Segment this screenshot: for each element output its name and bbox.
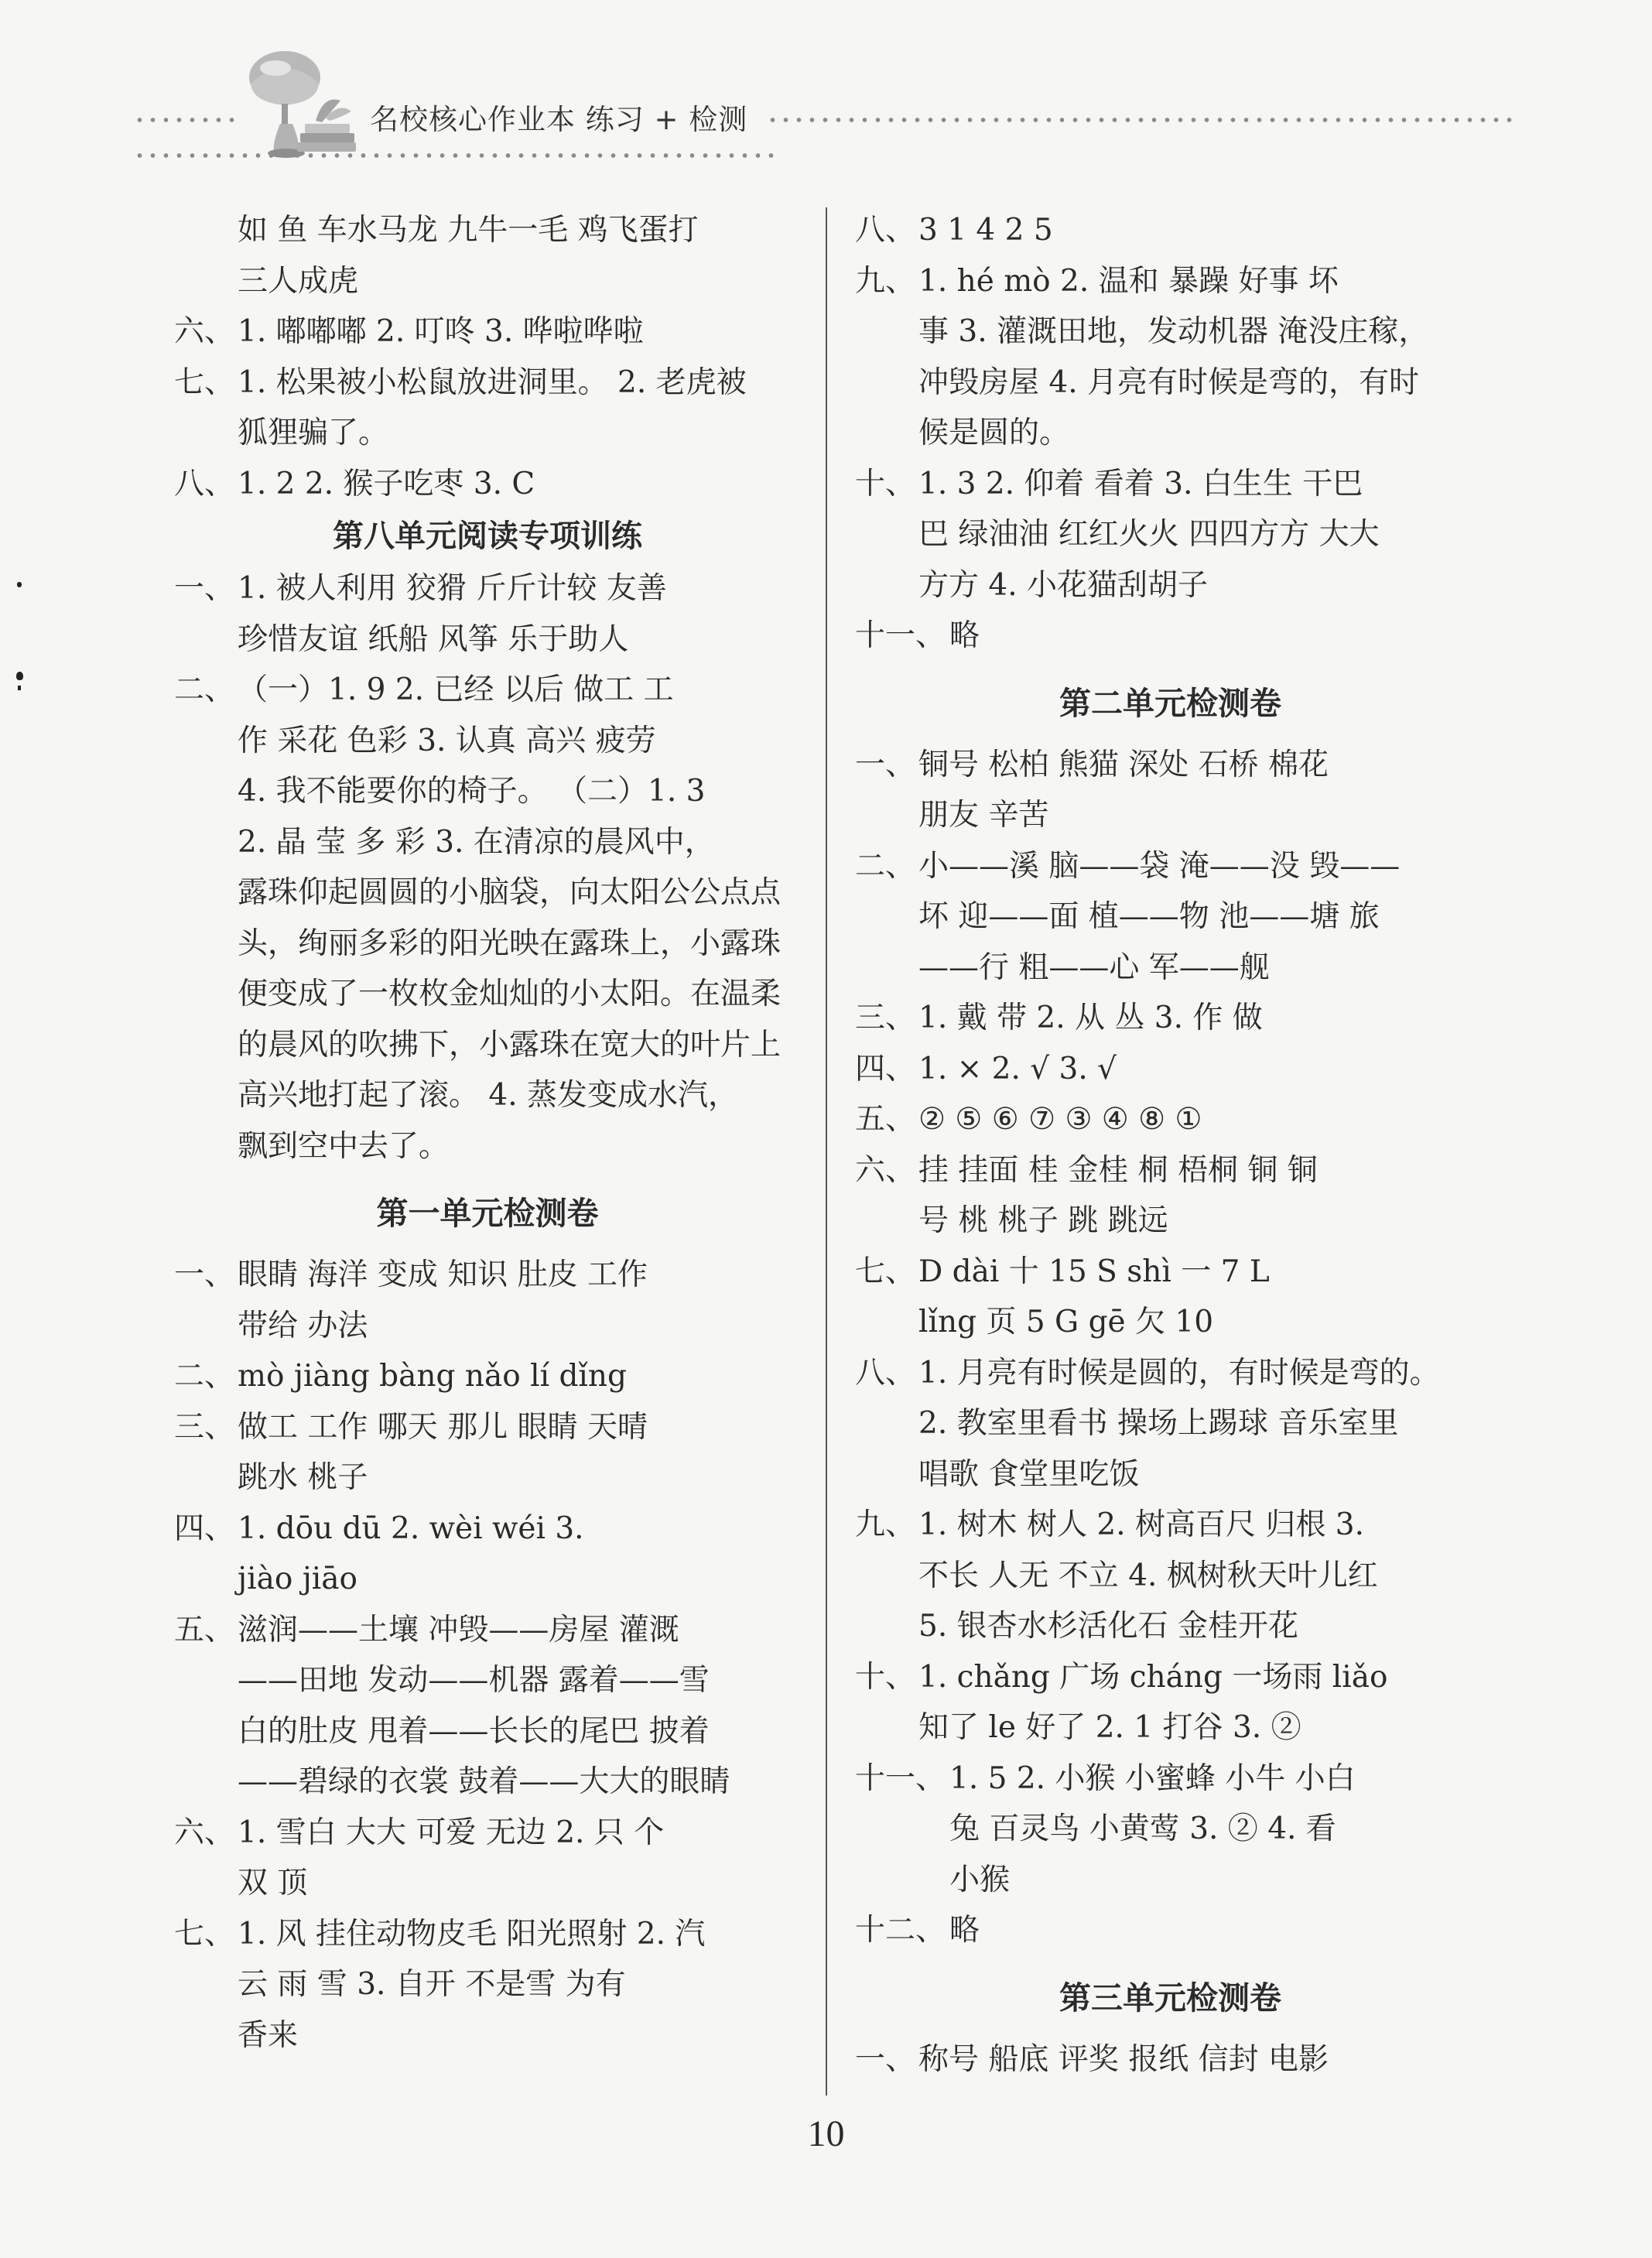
answer-item bbox=[174, 1909, 801, 2061]
answer-item bbox=[174, 358, 801, 459]
answer-line: 坏 迎——面 植——物 池——塘 旅 bbox=[918, 899, 1380, 934]
answer-item bbox=[174, 563, 801, 665]
answer-line: 眼睛 海洋 变成 知识 肚皮 工作 bbox=[238, 1257, 648, 1292]
answer-line: 白的肚皮 甩着——长长的尾巴 披着 bbox=[238, 1713, 710, 1749]
answer-line: 冲毁房屋 4. 月亮有时候是弯的，有时 bbox=[918, 364, 1420, 400]
section-heading: 第二单元检测卷 bbox=[1059, 684, 1281, 722]
item-marker: 二、 bbox=[174, 1359, 235, 1394]
answer-line: 1. 风 挂住动物皮毛 阳光照射 2. 汽 bbox=[238, 1916, 706, 1952]
answer-line: 做工 工作 哪天 那儿 眼睛 天晴 bbox=[238, 1409, 648, 1445]
answer-line: ② ⑤ ⑥ ⑦ ③ ④ ⑧ ① bbox=[918, 1102, 1202, 1137]
answer-line: 如 鱼 车水马龙 九牛一毛 鸡飞蛋打 bbox=[238, 213, 699, 248]
edge-ink-mark bbox=[16, 672, 23, 680]
section-heading: 第八单元阅读专项训练 bbox=[333, 518, 642, 554]
item-marker: 四、 bbox=[174, 1510, 235, 1546]
edge-ink-mark bbox=[17, 582, 22, 587]
answer-line: 的晨风的吹拂下，小露珠在宽大的叶片上 bbox=[238, 1027, 782, 1062]
answer-line: 高兴地打起了滚。 4. 蒸发变成水汽， bbox=[238, 1078, 739, 1113]
answer-line: ——碧绿的衣裳 鼓着——大大的眼睛 bbox=[238, 1764, 730, 1799]
answer-item bbox=[855, 841, 1486, 994]
answer-line: 略 bbox=[949, 1913, 980, 1948]
answer-item bbox=[174, 459, 801, 510]
answer-line: 云 雨 雪 3. 自开 不是雪 为有 bbox=[238, 1967, 626, 2002]
answer-item bbox=[174, 1250, 801, 1351]
item-marker: 七、 bbox=[174, 364, 235, 400]
answer-line: 1. 树木 树人 2. 树高百尺 归根 3. bbox=[918, 1507, 1365, 1542]
item-marker: 十、 bbox=[855, 1659, 916, 1695]
answer-line: 1. 松果被小松鼠放进洞里。 2. 老虎被 bbox=[238, 364, 747, 400]
answer-line: 飘到空中去了。 bbox=[238, 1128, 450, 1164]
header-title: 名校核心作业本 练习 + 检测 bbox=[370, 103, 748, 136]
item-marker: 一、 bbox=[855, 747, 916, 782]
item-marker: 十一、 bbox=[855, 618, 946, 653]
answer-line: 1. 2 2. 猴子吃枣 3. C bbox=[238, 466, 535, 501]
page-number: 10 bbox=[807, 2113, 845, 2154]
answer-line: 巴 绿油油 红红火火 四四方方 大大 bbox=[918, 517, 1380, 552]
item-marker: 四、 bbox=[855, 1051, 916, 1086]
answer-line: 珍惜友谊 纸船 风筝 乐于助人 bbox=[238, 621, 629, 657]
answer-line: ——行 粗——心 军——舰 bbox=[918, 949, 1270, 985]
answer-line: 2. 教室里看书 操场上踢球 音乐室里 bbox=[918, 1406, 1399, 1441]
answer-line: 兔 百灵鸟 小黄莺 3. ② 4. 看 bbox=[949, 1812, 1336, 1846]
answer-line: 5. 银杏水杉活化石 金桂开花 bbox=[918, 1609, 1299, 1644]
answer-line: 1. 雪白 大大 可爱 无边 2. 只 个 bbox=[238, 1815, 665, 1850]
answer-line: 小——溪 脑——袋 淹——没 毁—— bbox=[918, 848, 1401, 884]
item-marker: 八、 bbox=[855, 1355, 916, 1391]
answer-line: 狐狸骗了。 bbox=[238, 416, 389, 450]
header-dotted-rule-right bbox=[766, 116, 1513, 124]
item-marker: 三、 bbox=[855, 1001, 916, 1035]
answer-line: 1. 戴 带 2. 从 丛 3. 作 做 bbox=[918, 1001, 1263, 1035]
answer-line: 挂 挂面 桂 金桂 桐 梧桐 铜 铜 bbox=[918, 1152, 1318, 1188]
answer-item bbox=[174, 1402, 801, 1504]
item-marker: 十一、 bbox=[855, 1760, 946, 1796]
answer-line: 便变成了一枚枚金灿灿的小太阳。在温柔 bbox=[238, 977, 782, 1011]
answer-item bbox=[855, 1905, 1486, 1956]
answer-item bbox=[855, 740, 1486, 841]
answer-line: 双 顶 bbox=[238, 1866, 308, 1900]
answer-line: 称号 船底 评奖 报纸 信封 电影 bbox=[918, 2041, 1329, 2077]
item-marker: 六、 bbox=[855, 1152, 916, 1188]
answer-item bbox=[855, 1500, 1486, 1652]
answer-item bbox=[855, 1247, 1486, 1348]
item-marker: 一、 bbox=[174, 1257, 235, 1292]
edge-ink-mark bbox=[18, 686, 21, 690]
right-column bbox=[855, 205, 1486, 2085]
answer-item bbox=[174, 306, 801, 358]
answer-line: 露珠仰起圆圆的小脑袋，向太阳公公点点 bbox=[238, 875, 782, 910]
item-marker: 二、 bbox=[174, 672, 235, 707]
item-marker: 一、 bbox=[174, 571, 235, 606]
answer-line: （一）1. 9 2. 已经 以后 做工 工 bbox=[238, 672, 674, 707]
answer-line: jiào jiāo bbox=[238, 1562, 357, 1596]
item-marker: 二、 bbox=[855, 848, 916, 884]
answer-item bbox=[855, 1753, 1486, 1906]
answer-item bbox=[855, 611, 1486, 662]
answer-line: 作 采花 色彩 3. 认真 高兴 疲劳 bbox=[238, 723, 656, 758]
item-marker: 六、 bbox=[174, 314, 235, 349]
answer-line: 方方 4. 小花猫刮胡子 bbox=[918, 567, 1209, 603]
item-marker: 十、 bbox=[855, 466, 916, 501]
answer-line: 三人成虎 bbox=[238, 263, 359, 299]
answer-line: 1. hé mò 2. 温和 暴躁 好事 坏 bbox=[918, 263, 1339, 299]
answer-item bbox=[174, 665, 801, 1172]
answer-line: 1. 嘟嘟嘟 2. 叮咚 3. 哗啦哗啦 bbox=[238, 314, 644, 349]
answer-line: 4. 我不能要你的椅子。 （二）1. 3 bbox=[238, 774, 706, 809]
answer-line: 1. chǎng 广场 cháng 一场雨 liǎo bbox=[918, 1659, 1388, 1695]
answer-line: 1. dōu dū 2. wèi wéi 3. bbox=[238, 1510, 584, 1546]
answer-line: 香来 bbox=[238, 2017, 299, 2053]
answer-line: 小猴 bbox=[949, 1862, 1011, 1897]
item-marker: 五、 bbox=[855, 1102, 916, 1137]
answer-line: 1. × 2. √ 3. √ bbox=[918, 1051, 1117, 1086]
answer-line: 1. 被人利用 狡猾 斤斤计较 友善 bbox=[238, 571, 667, 606]
answer-item bbox=[855, 256, 1486, 459]
answer-item bbox=[855, 1044, 1486, 1095]
answer-item bbox=[855, 1652, 1486, 1753]
answer-item bbox=[855, 1145, 1486, 1247]
answer-line: 跳水 桃子 bbox=[238, 1460, 368, 1495]
column-divider bbox=[826, 207, 827, 2095]
item-marker: 七、 bbox=[855, 1254, 916, 1289]
answer-line: mò jiàng bàng nǎo lí dǐng bbox=[238, 1359, 627, 1394]
section-heading: 第三单元检测卷 bbox=[1059, 1979, 1281, 2017]
item-marker: 五、 bbox=[174, 1612, 235, 1647]
answer-item bbox=[855, 1348, 1486, 1500]
item-marker: 七、 bbox=[174, 1916, 235, 1952]
answer-item bbox=[855, 2034, 1486, 2085]
item-marker: 六、 bbox=[174, 1815, 235, 1850]
answer-line: 铜号 松柏 熊猫 深处 石桥 棉花 bbox=[918, 747, 1329, 782]
answer-item bbox=[855, 993, 1486, 1044]
answer-line: 事 3. 灌溉田地，发动机器 淹没庄稼， bbox=[918, 314, 1429, 349]
answer-line: lǐng 页 5 G gē 欠 10 bbox=[918, 1305, 1214, 1339]
item-marker: 一、 bbox=[855, 2041, 916, 2077]
answer-line: 2. 晶 莹 多 彩 3. 在清凉的晨风中， bbox=[238, 824, 715, 860]
answer-line: 朋友 辛苦 bbox=[918, 798, 1049, 833]
answer-item bbox=[174, 1504, 801, 1605]
item-marker: 九、 bbox=[855, 263, 916, 299]
item-marker: 三、 bbox=[174, 1409, 235, 1445]
item-marker: 八、 bbox=[174, 466, 235, 501]
answer-line: 号 桃 桃子 跳 跳远 bbox=[918, 1203, 1168, 1238]
answer-line: 滋润——土壤 冲毁——房屋 灌溉 bbox=[238, 1612, 679, 1647]
lamp-and-books-icon bbox=[224, 37, 360, 165]
answer-item bbox=[855, 1094, 1486, 1145]
answer-line: 知了 le 好了 2. 1 打谷 3. ② bbox=[918, 1710, 1301, 1745]
item-marker: 八、 bbox=[855, 213, 916, 248]
answer-item bbox=[174, 1605, 801, 1808]
answer-line: 3 1 4 2 5 bbox=[918, 213, 1053, 248]
answer-line: 头，绚丽多彩的阳光映在露珠上，小露珠 bbox=[238, 925, 782, 961]
answer-line: 1. 月亮有时候是圆的，有时候是弯的。 bbox=[918, 1355, 1440, 1391]
answer-line: 带给 办法 bbox=[238, 1308, 368, 1343]
answer-item bbox=[174, 1351, 801, 1402]
answer-item bbox=[855, 205, 1486, 256]
answer-line: 候是圆的。 bbox=[918, 416, 1070, 450]
section-heading: 第一单元检测卷 bbox=[376, 1195, 599, 1232]
item-marker: 九、 bbox=[855, 1507, 916, 1542]
answer-line: D dài 十 15 S shì 一 7 L bbox=[918, 1254, 1270, 1289]
answer-line: 1. 5 2. 小猴 小蜜蜂 小牛 小白 bbox=[949, 1760, 1356, 1796]
answer-line: ——田地 发动——机器 露着——雪 bbox=[238, 1663, 710, 1698]
answer-line: 略 bbox=[949, 618, 980, 653]
item-marker: 十二、 bbox=[855, 1913, 946, 1948]
answer-line: 不长 人无 不立 4. 枫树秋天叶儿红 bbox=[918, 1558, 1378, 1593]
answer-item bbox=[855, 459, 1486, 611]
answer-line: 唱歌 食堂里吃饭 bbox=[918, 1456, 1140, 1492]
answer-line: 1. 3 2. 仰着 看着 3. 白生生 干巴 bbox=[918, 466, 1363, 501]
left-column bbox=[174, 205, 801, 2061]
answer-item bbox=[174, 1808, 801, 1909]
